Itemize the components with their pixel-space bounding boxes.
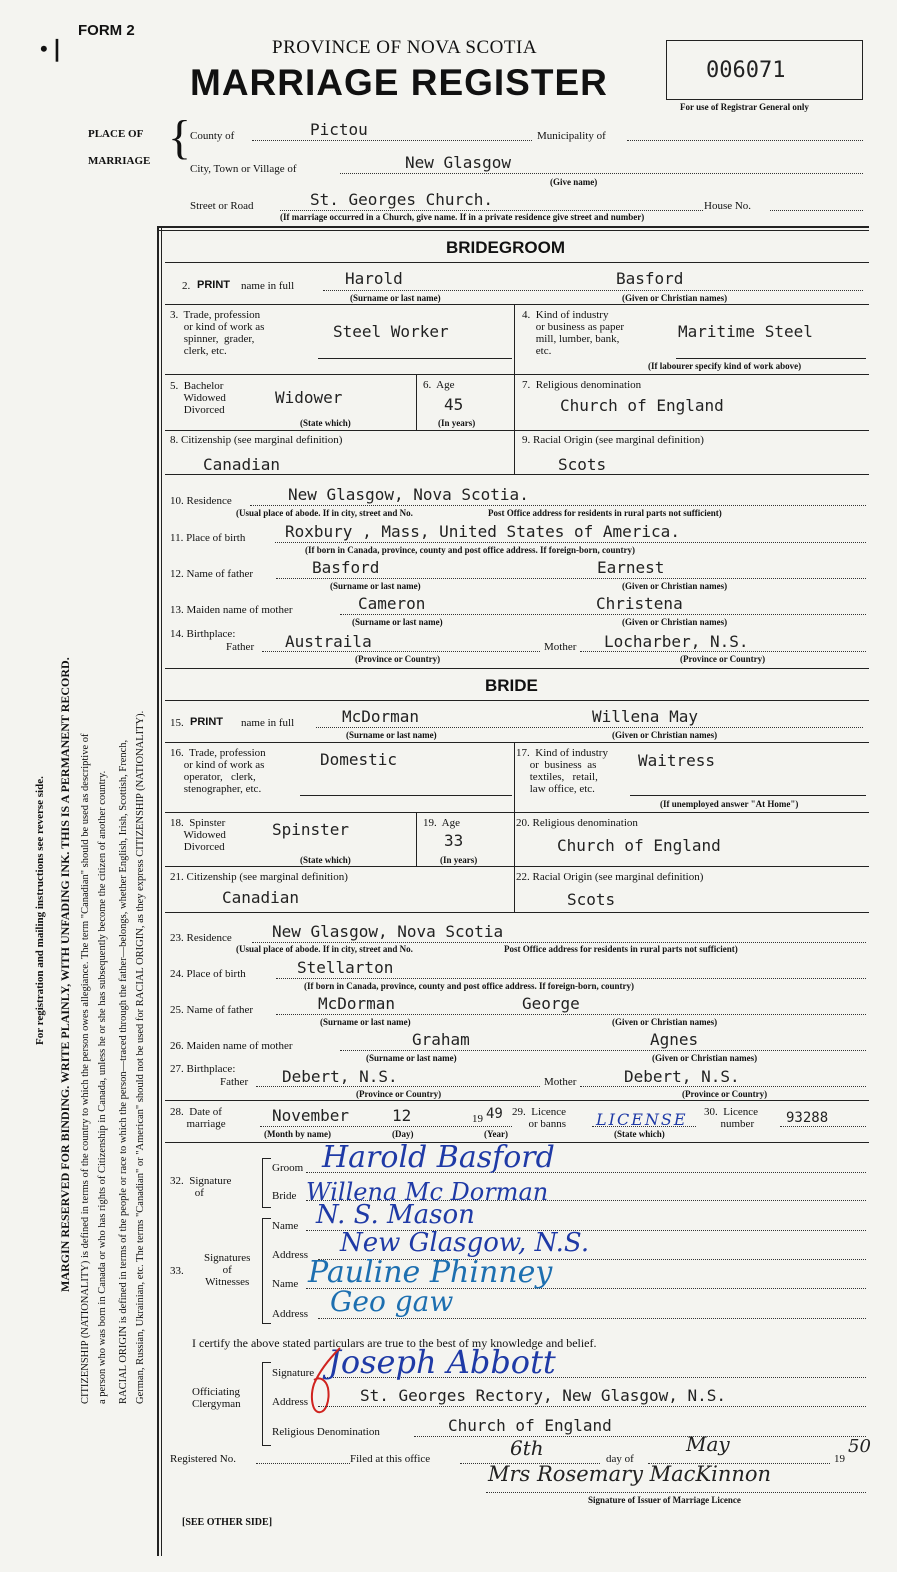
bride-section-heading: BRIDE xyxy=(485,676,538,695)
groom-f13-note-a: (Surname or last name) xyxy=(352,617,443,627)
clergy-signature: Joseph Abbott xyxy=(328,1343,556,1381)
licence-state-note: (State which) xyxy=(614,1129,665,1139)
groom-f11-note: (If born in Canada, province, county and post office address. If foreign-born, country) xyxy=(305,545,636,555)
groom-f5-label: 5. Bachelor Widowed Divorced xyxy=(170,380,226,416)
bride-father-birthplace: Debert, N.S. xyxy=(282,1067,398,1086)
groom-years-note: (In years) xyxy=(438,418,476,428)
bride-f23-note-a: (Usual place of abode. If in city, street and No. xyxy=(236,944,413,954)
city-label: City, Town or Village of xyxy=(190,163,297,175)
bride-f24-note: (If born in Canada, province, county and post office address. If foreign-born, country) xyxy=(304,981,635,991)
groom-f10-label: 10. Residence xyxy=(170,495,232,507)
registrar-note: For use of Registrar General only xyxy=(680,102,809,112)
give-name-note: (Give name) xyxy=(550,177,598,187)
w1-address-label: Address xyxy=(272,1249,309,1261)
groom-trade: Steel Worker xyxy=(333,322,449,341)
groom-origin: Scots xyxy=(558,455,607,474)
see-other-side: [SEE OTHER SIDE] xyxy=(182,1517,273,1528)
groom-f14-label: 14. Birthplace: xyxy=(170,628,236,640)
filed-day: 6th xyxy=(510,1436,544,1460)
groom-given-note: (Given or Christian names) xyxy=(622,293,728,303)
bride-f22-label: 22. Racial Origin (see marginal definition) xyxy=(516,871,704,883)
clergy-address-label: Address xyxy=(272,1396,309,1408)
groom-residence: New Glasgow, Nova Scotia. xyxy=(288,485,529,504)
bride-f27-label: 27. Birthplace: xyxy=(170,1063,236,1075)
clergy-address: St. Georges Rectory, New Glasgow, N.S. xyxy=(360,1386,727,1405)
page-title: MARRIAGE REGISTER xyxy=(190,62,608,103)
groom-f2-print: PRINT xyxy=(197,279,230,291)
witness2-name: Pauline Phinney xyxy=(308,1255,553,1290)
groom-surname: Harold xyxy=(345,269,403,288)
bride-f25-note-a: (Surname or last name) xyxy=(320,1017,411,1027)
clergy-denom: Church of England xyxy=(448,1416,612,1435)
groom-citizenship: Canadian xyxy=(203,455,281,474)
filed-year-prefix: 19 xyxy=(834,1453,845,1465)
bride-f15-print: PRINT xyxy=(190,716,223,728)
bride-residence: New Glasgow, Nova Scotia xyxy=(272,922,504,941)
place-label-2: MARRIAGE xyxy=(88,155,151,167)
clergy-sig-label: Signature xyxy=(272,1367,315,1379)
groom-f14-father: Father xyxy=(226,641,255,653)
groom-sig-label: Groom xyxy=(272,1162,304,1174)
bride-f26-note-b: (Given or Christian names) xyxy=(652,1053,758,1063)
groom-father-given: Earnest xyxy=(597,558,665,577)
f33-label: Signatures of Witnesses xyxy=(204,1252,251,1288)
marriage-year-prefix: 19 xyxy=(472,1113,483,1125)
groom-f2-label: name in full xyxy=(241,280,295,292)
bride-f15-label: name in full xyxy=(241,717,295,729)
groom-f12-note-a: (Surname or last name) xyxy=(330,581,421,591)
county-value: Pictou xyxy=(310,120,368,139)
province-heading: PROVINCE OF NOVA SCOTIA xyxy=(272,37,538,58)
groom-mother-given: Christena xyxy=(596,594,683,613)
groom-state-note: (State which) xyxy=(300,418,351,428)
corner-mark: •❘ xyxy=(40,36,67,61)
bride-state-note: (State which) xyxy=(300,855,351,865)
bride-sig-label: Bride xyxy=(272,1190,297,1202)
groom-surname-note: (Surname or last name) xyxy=(350,293,441,303)
marriage-month: November xyxy=(272,1106,350,1125)
groom-f13-note-b: (Given or Christian names) xyxy=(622,617,728,627)
groom-f6-label: 6. Age xyxy=(423,379,455,391)
bride-status: Spinster xyxy=(272,820,350,839)
place-brace: { xyxy=(168,111,192,164)
issuer-signature: Mrs Rosemary MacKinnon xyxy=(488,1462,772,1486)
groom-f12-label: 12. Name of father xyxy=(170,568,254,580)
groom-given: Basford xyxy=(616,269,684,288)
groom-f10-note-a: (Usual place of abode. If in city, street and No. xyxy=(236,508,413,518)
w2-name-label: Name xyxy=(272,1278,299,1290)
form-label: FORM 2 xyxy=(78,22,135,39)
bride-industry: Waitress xyxy=(638,751,716,770)
groom-mother-birthplace: Locharber, N.S. xyxy=(604,632,749,651)
groom-status: Widower xyxy=(275,388,343,407)
marriage-month-note: (Month by name) xyxy=(264,1129,331,1139)
groom-father-birthplace: Austraila xyxy=(285,632,372,651)
margin-racial-2: German, Russian, Ukrainian, etc. The terms "Canadian" or "American" should not be used for RACIAL ORIGIN, as they express CITIZENSHIP (NATIONALITY). xyxy=(135,710,146,1404)
bride-father-surname: McDorman xyxy=(318,994,396,1013)
bride-given-note: (Given or Christian names) xyxy=(612,730,718,740)
bride-f20-label: 20. Religious denomination xyxy=(516,817,638,829)
county-label: County of xyxy=(190,130,235,142)
clergy-denom-label: Religious Denomination xyxy=(272,1426,380,1438)
bride-mother-birthplace: Debert, N.S. xyxy=(624,1067,740,1086)
bride-f15-num: 15. xyxy=(170,717,184,729)
groom-f4-note: (If labourer specify kind of work above) xyxy=(648,361,802,371)
w1-name-label: Name xyxy=(272,1220,299,1232)
groom-f8-label: 8. Citizenship (see marginal definition) xyxy=(170,434,343,446)
groom-f12-note-b: (Given or Christian names) xyxy=(622,581,728,591)
w2-address-label: Address xyxy=(272,1308,309,1320)
bride-age: 33 xyxy=(444,831,464,850)
house-label: House No. xyxy=(704,200,752,212)
bride-mother-surname: Graham xyxy=(412,1030,470,1049)
groom-f14-mother: Mother xyxy=(544,641,577,653)
f30-label: 30. Licence number xyxy=(704,1106,759,1130)
city-value: New Glasgow xyxy=(405,153,511,172)
day-of-label: day of xyxy=(606,1453,634,1465)
street-value: St. Georges Church. xyxy=(310,190,494,209)
bride-f17-label: 17. Kind of industry or business as textiles, retail, law office, etc. xyxy=(516,747,608,795)
bride-f21-label: 21. Citizenship (see marginal definition) xyxy=(170,871,348,883)
groom-f7-label: 7. Religious denomination xyxy=(522,379,642,391)
bride-given: Willena May xyxy=(592,707,698,726)
filed-label: Filed at this office xyxy=(350,1453,431,1465)
groom-f14-note-a: (Province or Country) xyxy=(355,654,441,664)
groom-f4-label: 4. Kind of industry or business as paper mill, lumber, bank, etc. xyxy=(522,309,625,357)
marriage-year-note: (Year) xyxy=(484,1129,508,1139)
groom-mother-surname: Cameron xyxy=(358,594,426,613)
groom-f9-label: 9. Racial Origin (see marginal definition) xyxy=(522,434,704,446)
groom-birthplace: Roxbury , Mass, United States of America. xyxy=(285,522,680,541)
groom-f11-label: 11. Place of birth xyxy=(170,532,246,544)
bride-f19-label: 19. Age xyxy=(423,817,460,829)
bride-citizenship: Canadian xyxy=(222,888,300,907)
margin-instructions: For registration and mailing instructions see reverse side. xyxy=(34,776,46,1045)
bride-trade: Domestic xyxy=(320,750,398,769)
f28-label: 28. Date of marriage xyxy=(170,1106,226,1130)
bride-f18-label: 18. Spinster Widowed Divorced xyxy=(170,817,226,853)
margin-citizenship-2: a person who was born in Canada or who has rights of Citizenship in Canada, unless he or she has subsequently become the citizen of another country. xyxy=(97,770,108,1404)
groom-father-surname: Basford xyxy=(312,558,380,577)
f29-label: 29. Licence or banns xyxy=(512,1106,567,1130)
municipality-label: Municipality of xyxy=(537,130,606,142)
f32-bracket xyxy=(262,1158,271,1208)
bride-f27-mother: Mother xyxy=(544,1076,577,1088)
groom-f10-note-b: Post Office address for residents in rural parts not sufficient) xyxy=(488,508,722,518)
bride-father-given: George xyxy=(522,994,580,1013)
bride-f24-label: 24. Place of birth xyxy=(170,968,246,980)
groom-f3-label: 3. Trade, profession or kind of work as spinner, grader, clerk, etc. xyxy=(170,309,265,357)
groom-signature: Harold Basford xyxy=(322,1140,555,1175)
marriage-day: 12 xyxy=(392,1106,412,1125)
bride-f27-note-b: (Province or Country) xyxy=(682,1089,768,1099)
groom-section-heading: BRIDEGROOM xyxy=(446,238,565,257)
certify-text: I certify the above stated particulars are true to the best of my knowledge and belief. xyxy=(192,1336,597,1350)
f33-num: 33. xyxy=(170,1265,184,1277)
red-mark-icon xyxy=(300,1340,350,1420)
margin-binding-text: MARGIN RESERVED FOR BINDING. WRITE PLAINLY, WITH UNFADING INK. THIS IS A PERMANENT RECORD. xyxy=(58,657,72,1292)
bride-f23-note-b: Post Office address for residents in rural parts not sufficient) xyxy=(504,944,738,954)
bride-mother-given: Agnes xyxy=(650,1030,699,1049)
filed-month: May xyxy=(686,1432,730,1456)
bride-f25-label: 25. Name of father xyxy=(170,1004,254,1016)
clergy-bracket xyxy=(262,1362,271,1446)
bride-f27-father: Father xyxy=(220,1076,249,1088)
groom-f14-note-b: (Province or Country) xyxy=(680,654,766,664)
marriage-year: 49 xyxy=(486,1106,503,1122)
bride-origin: Scots xyxy=(567,890,616,909)
bride-f23-label: 23. Residence xyxy=(170,932,232,944)
registration-number: 006071 xyxy=(706,58,786,83)
bride-f16-label: 16. Trade, profession or kind of work as operator, clerk, stenographer, etc. xyxy=(170,747,266,795)
witness1-name: N. S. Mason xyxy=(316,1200,475,1230)
groom-age: 45 xyxy=(444,395,464,414)
street-label: Street or Road xyxy=(190,200,254,212)
licence-number: 93288 xyxy=(786,1110,829,1126)
groom-industry: Maritime Steel xyxy=(678,322,813,341)
groom-f13-label: 13. Maiden name of mother xyxy=(170,604,293,616)
bride-f26-label: 26. Maiden name of mother xyxy=(170,1040,293,1052)
bride-birthplace: Stellarton xyxy=(297,958,394,977)
bride-surname-note: (Surname or last name) xyxy=(346,730,437,740)
groom-f2-num: 2. xyxy=(182,280,191,292)
margin-racial-1: RACIAL ORIGIN is defined in terms of the people or race to which the person—traced through the father—belongs, whether English, Irish, Scottish, French, xyxy=(118,739,129,1404)
witness2-address: Geo gaw xyxy=(330,1285,454,1318)
bride-surname: McDorman xyxy=(342,707,420,726)
issuer-label: Signature of Issuer of Marriage Licence xyxy=(588,1495,741,1505)
place-label-1: PLACE OF xyxy=(88,128,144,140)
f33-bracket xyxy=(262,1218,271,1324)
bride-f17-note: (If unemployed answer "At Home") xyxy=(660,799,799,809)
clergy-label: Officiating Clergyman xyxy=(192,1386,241,1410)
filed-year: 50 xyxy=(848,1436,871,1457)
bride-signature: Willena Mc Dorman xyxy=(306,1178,549,1206)
marriage-day-note: (Day) xyxy=(392,1129,414,1139)
street-note: (If marriage occurred in a Church, give name. If in a private residence give street and number) xyxy=(280,212,645,222)
margin-citizenship-1: CITIZENSHIP (NATIONALITY) is defined in terms of the country to which the person owes allegiance. The term "Canadian" should be used as descriptive of xyxy=(80,733,91,1404)
bride-f26-note-a: (Surname or last name) xyxy=(366,1053,457,1063)
bride-f25-note-b: (Given or Christian names) xyxy=(612,1017,718,1027)
f32-label: 32. Signature of xyxy=(170,1175,232,1199)
licence-type: LICENSE xyxy=(596,1110,688,1129)
registered-label: Registered No. xyxy=(170,1453,236,1465)
witness1-address: New Glasgow, N.S. xyxy=(340,1228,590,1258)
bride-f27-note-a: (Province or Country) xyxy=(356,1089,442,1099)
bride-religion: Church of England xyxy=(557,836,721,855)
groom-religion: Church of England xyxy=(560,396,724,415)
bride-years-note: (In years) xyxy=(440,855,478,865)
